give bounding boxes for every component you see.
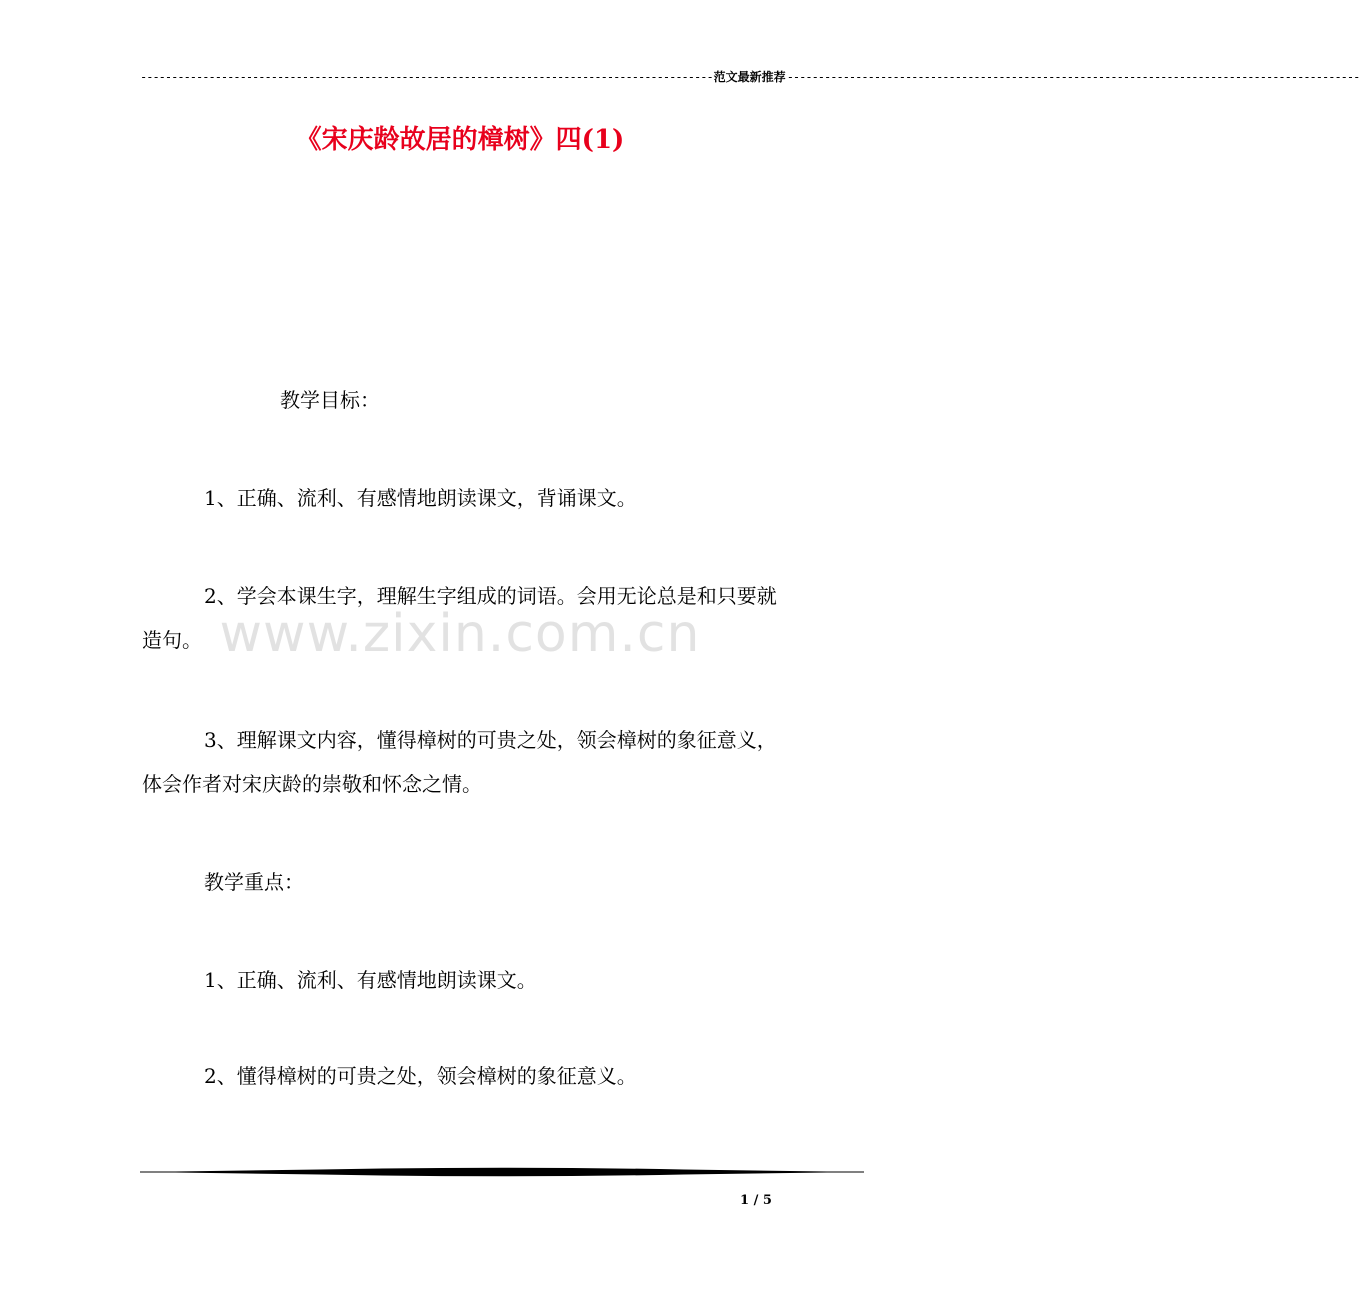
header-label: 范文最新推荐	[713, 70, 786, 84]
paragraph-goal-2: 2、学会本课生字，理解生字组成的词语。会用无论总是和只要就造句。	[142, 584, 777, 652]
paragraph-key-point-2: 2、懂得樟树的可贵之处，领会樟树的象征意义。	[204, 1064, 637, 1088]
footer-divider	[140, 1166, 864, 1178]
header-dashes-left: --------------------------------------------------------------------------------------------	[140, 70, 713, 84]
paragraph-key-points-heading: 教学重点：	[204, 870, 304, 894]
page-number: 1 / 5	[740, 1193, 772, 1208]
paragraph-goal-1: 1、正确、流利、有感情地朗读课文，背诵课文。	[204, 486, 637, 510]
paragraph-teaching-goals-heading: 教学目标：	[280, 388, 380, 412]
paragraph-goal-3: 3、理解课文内容，懂得樟树的可贵之处，领会樟树的象征意义，体会作者对宋庆龄的崇敬和怀念之情。	[142, 728, 777, 796]
document-title: 《宋庆龄故居的樟树》四(1)	[295, 125, 625, 155]
paragraph-key-point-1: 1、正确、流利、有感情地朗读课文。	[204, 968, 537, 992]
header-dashes-right: --------------------------------------------------------------------------------------------	[786, 70, 1359, 84]
watermark-text: www.zixin.com.cn	[219, 604, 701, 664]
page-header	[140, 68, 1359, 86]
